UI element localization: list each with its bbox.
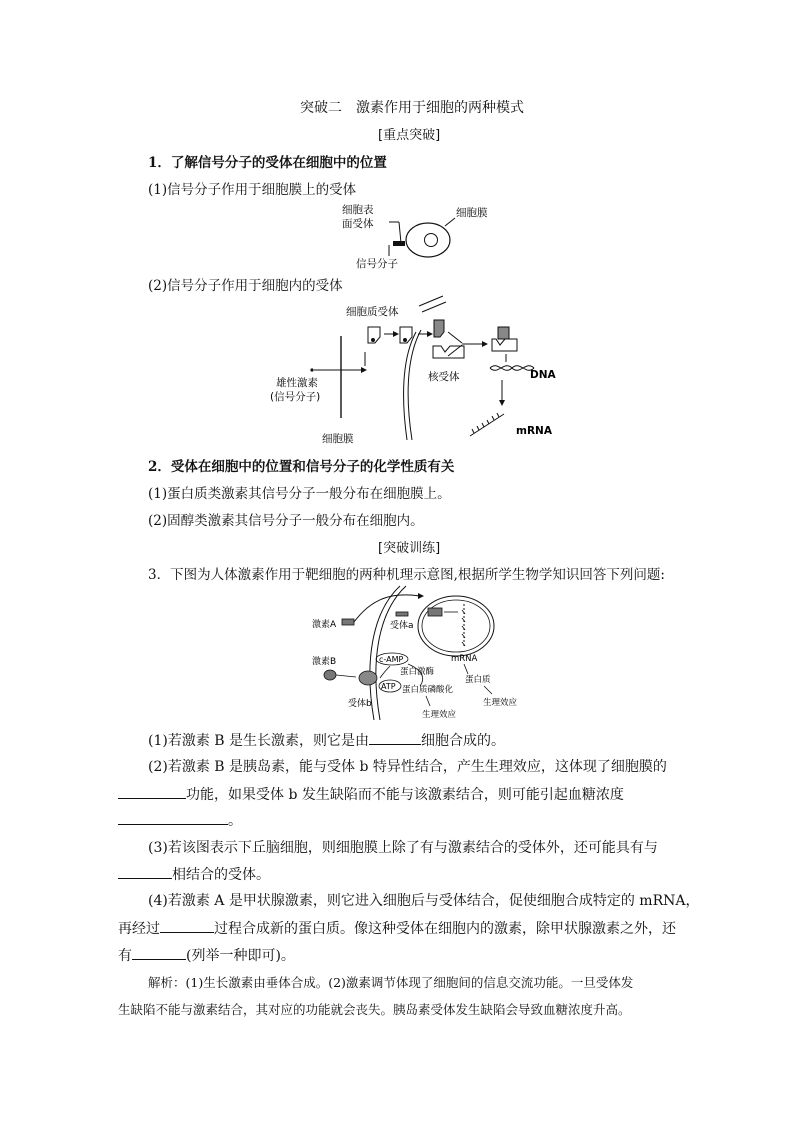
signal-molecule bbox=[393, 241, 405, 246]
fig3-mrna: mRNA bbox=[451, 654, 478, 664]
page-title: 突破二 激素作用于细胞的两种模式 bbox=[300, 100, 524, 116]
answer-blank-2a[interactable] bbox=[118, 784, 186, 799]
fig2-label-hormone-1: 雄性激素 bbox=[276, 377, 318, 389]
receptor-a bbox=[396, 612, 408, 616]
sq1-text-b: 细胞合成的。 bbox=[421, 733, 506, 749]
fig1-label-signal: 信号分子 bbox=[356, 258, 398, 270]
answer-blank-4b[interactable] bbox=[132, 945, 186, 960]
subquestion-1 bbox=[148, 730, 505, 750]
answer-blank-3[interactable] bbox=[118, 864, 172, 879]
fig3-effect-2: 生理效应 bbox=[483, 698, 518, 708]
subheading-1-2: (2)信号分子作用于细胞内的受体 bbox=[148, 278, 343, 294]
fig2-label-mrna: mRNA bbox=[516, 425, 552, 437]
subquestion-2-line-1: (2)若激素 B 是胰岛素，能与受体 b 特异性结合，产生生理效应，这体现了细胞膜的 bbox=[148, 759, 667, 775]
fig2-label-dna: DNA bbox=[530, 369, 556, 381]
fig2-label-hormone-2: (信号分子) bbox=[270, 391, 321, 403]
fig3-phosphorylation: 蛋白质磷酸化 bbox=[402, 685, 454, 695]
sq4-text-c2: (列举一种即可)。 bbox=[186, 948, 295, 964]
section-header-train: [突破训练] bbox=[378, 541, 441, 556]
nucleus-outer bbox=[418, 596, 494, 656]
subquestion-2-line-3 bbox=[118, 810, 242, 830]
fig3-hormone-b: 激素B bbox=[312, 657, 337, 667]
subquestion-4-line-2 bbox=[118, 918, 676, 938]
sq2-text-c: 。 bbox=[228, 813, 242, 829]
cell-outline bbox=[406, 223, 450, 257]
nucleus bbox=[425, 234, 438, 247]
nuclear-complex bbox=[428, 608, 442, 616]
fig3-hormone-a: 激素A bbox=[312, 620, 337, 630]
subquestion-4-line-3 bbox=[118, 945, 295, 965]
fig1-label-membrane: 细胞膜 bbox=[456, 207, 488, 219]
sq4-text-b1: 再经过 bbox=[118, 921, 160, 937]
answer-blank-4a[interactable] bbox=[160, 918, 214, 933]
subquestion-3-line-1: (3)若该图表示下丘脑细胞，则细胞膜上除了有与激素结合的受体外，还可能具有与 bbox=[148, 840, 658, 856]
figure-hormone-mechanisms bbox=[308, 582, 528, 722]
sq4-text-b2: 过程合成新的蛋白质。像这种受体在细胞内的激素，除甲状腺激素之外，还 bbox=[214, 921, 676, 937]
fig1-label-surface-2: 面受体 bbox=[342, 218, 374, 230]
heading-1: 1．了解信号分子的受体在细胞中的位置 bbox=[148, 155, 387, 171]
fig3-receptor-a: 受体a bbox=[390, 621, 414, 631]
paragraph-2-1: (1)蛋白质类激素其信号分子一般分布在细胞膜上。 bbox=[148, 486, 451, 502]
fig3-protein-kinase: 蛋白激酶 bbox=[400, 667, 435, 677]
sq4-text-c1: 有 bbox=[118, 948, 132, 964]
fig2-label-membrane: 细胞膜 bbox=[322, 433, 354, 445]
mrna-strand bbox=[470, 414, 504, 436]
fig3-effect-1: 生理效应 bbox=[422, 710, 457, 720]
question-3: 3．下图为人体激素作用于靶细胞的两种机理示意图,根据所学生物学知识回答下列问题: bbox=[148, 567, 665, 583]
sq3-text-b: 相结合的受体。 bbox=[172, 867, 270, 883]
analysis-line-2: 生缺陷不能与激素结合，其对应的功能就会丧失。胰岛素受体发生缺陷会导致血糖浓度升高。 bbox=[118, 1002, 631, 1017]
receptor-b bbox=[359, 671, 377, 685]
fig3-receptor-b: 受体b bbox=[348, 699, 372, 709]
answer-blank-2b[interactable] bbox=[118, 810, 228, 825]
section-header-key: [重点突破] bbox=[378, 128, 441, 143]
complex-receptor bbox=[492, 339, 517, 351]
subquestion-2-line-2 bbox=[118, 784, 624, 804]
figure-surface-receptor bbox=[310, 196, 510, 272]
figure-intracellular-receptor bbox=[266, 294, 566, 446]
fig3-camp: c-AMP bbox=[379, 655, 404, 664]
answer-blank-1[interactable] bbox=[369, 730, 421, 745]
subquestion-3-line-2 bbox=[118, 864, 270, 884]
fig2-label-cytoplasm-receptor: 细胞质受体 bbox=[346, 306, 399, 318]
analysis-line-1: 解析：(1)生长激素由垂体合成。(2)激素调节体现了细胞间的信息交流功能。一旦受体发 bbox=[148, 975, 634, 990]
subquestion-4-line-1: (4)若激素 A 是甲状腺激素，则它进入细胞后与受体结合，促使细胞合成特定的 mRNA， bbox=[148, 893, 700, 909]
complex-hormone bbox=[498, 327, 509, 339]
receptor-3 bbox=[434, 320, 444, 337]
subheading-1-1: (1)信号分子作用于细胞膜上的受体 bbox=[148, 182, 357, 198]
sq1-text-a: (1)若激素 B 是生长激素，则它是由 bbox=[148, 733, 370, 749]
paragraph-2-2: (2)固醇类激素其信号分子一般分布在细胞内。 bbox=[148, 513, 424, 529]
sq2-text-b: 功能，如果受体 b 发生缺陷而不能与该激素结合，则可能引起血糖浓度 bbox=[186, 787, 624, 803]
fig3-atp: ATP bbox=[381, 682, 396, 691]
fig1-label-surface-1: 细胞表 bbox=[342, 204, 374, 216]
heading-2: 2．受体在细胞中的位置和信号分子的化学性质有关 bbox=[148, 459, 455, 475]
fig2-label-nuclear-receptor: 核受体 bbox=[428, 371, 460, 383]
fig3-protein: 蛋白质 bbox=[465, 675, 491, 685]
